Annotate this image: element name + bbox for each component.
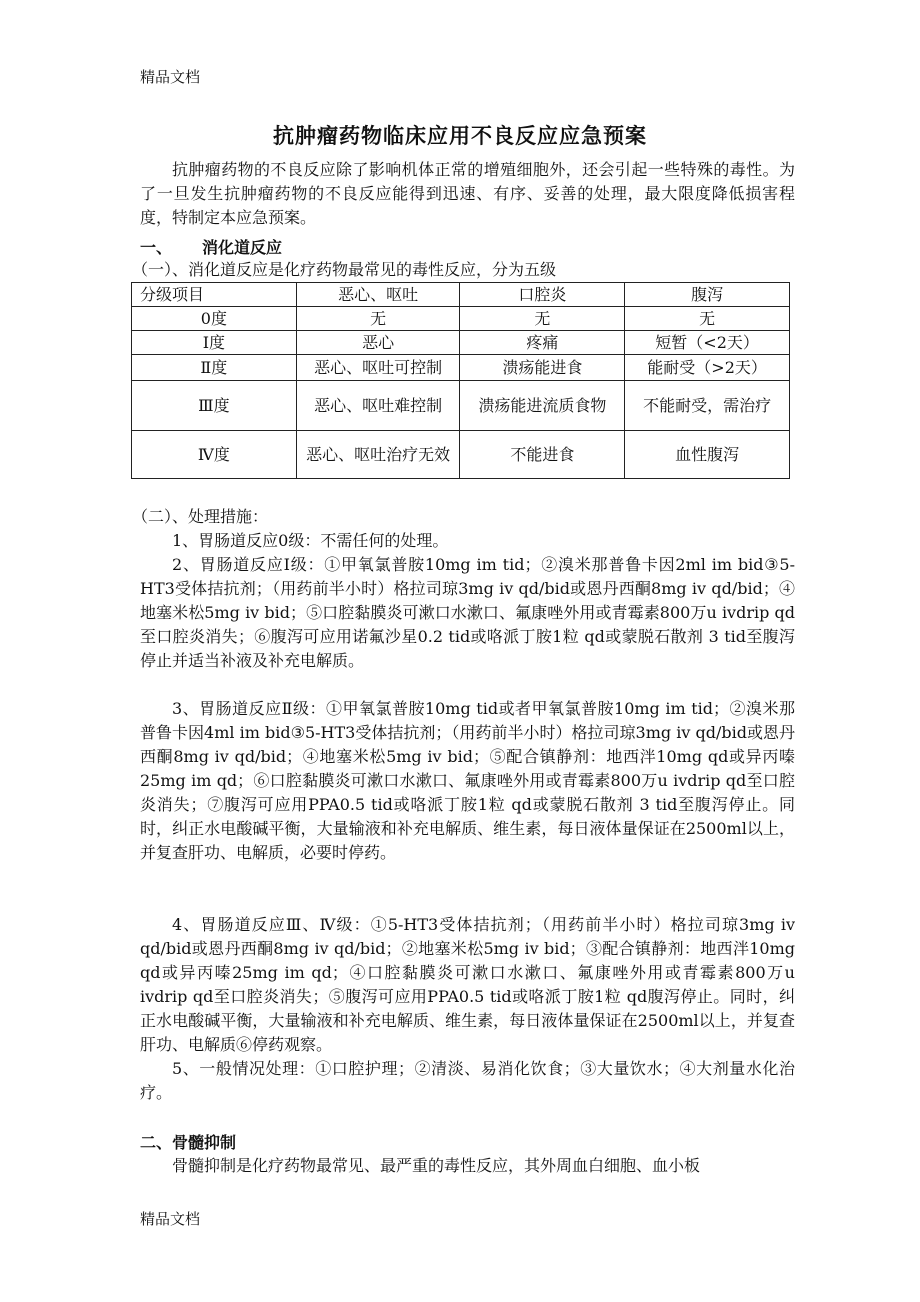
table-cell: Ⅲ度 <box>132 381 297 431</box>
page-footer-label: 精品文档 <box>140 1210 201 1228</box>
table-cell: Ⅱ度 <box>132 355 297 381</box>
table-row <box>132 355 790 381</box>
toxicity-grade-table <box>131 282 790 479</box>
table-header-row <box>132 283 790 307</box>
table-row <box>132 307 790 331</box>
table-cell: 不能进食 <box>460 431 625 479</box>
intro-paragraph: 抗肿瘤药物的不良反应除了影响机体正常的增殖细胞外，还会引起一些特殊的毒性。为了一旦发生抗肿瘤药物的不良反应能得到迅速、有序、妥善的处理，最大限度降低损害程度，特制定本应急预案。 <box>140 160 795 227</box>
table-cell: 无 <box>296 307 460 331</box>
table-cell: 0度 <box>132 307 297 331</box>
table-cell: 无 <box>460 307 625 331</box>
table-header-cell: 恶心、呕吐 <box>296 283 460 307</box>
table-cell: 恶心 <box>296 331 460 355</box>
treatment-grade3-4-paragraph: 4、胃肠道反应Ⅲ、Ⅳ级：①5-HT3受体拮抗剂；（用药前半小时）格拉司琼3mg iv qd/bid或恩丹西酮8mg iv qd/bid；②地塞米松5mg iv bid；③配合镇静剂：地西泮10mg qd或异丙嗪25mg im qd；④口腔黏膜炎可漱口水漱口、氟康唑外用或青霉素800万u ivdrip qd至口腔炎消失；⑤腹泻可应用PPA0.5 tid或咯派丁胺1粒 qd腹泻停止。同时，纠正水电酸碱平衡，大量输液和补充电解质、维生素，每日液体量保证在2500ml以上，并复查肝功、电解质⑥停药观察。 <box>140 915 795 1054</box>
general-care-paragraph: 5、一般情况处理：①口腔护理；②清淡、易消化饮食；③大量饮水；④大剂量水化治疗。 <box>140 1059 795 1102</box>
table-cell: 疼痛 <box>460 331 625 355</box>
table-cell: 无 <box>625 307 790 331</box>
treatment-grade0-paragraph: 1、胃肠道反应0级：不需任何的处理。 <box>172 531 449 550</box>
table-cell: 恶心、呕吐治疗无效 <box>296 431 460 479</box>
section-heading-bone-marrow: 二、骨髓抑制 <box>140 1133 237 1152</box>
section-title: 消化道反应 <box>202 238 283 257</box>
subsection-grading-intro: （一）、消化道反应是化疗药物最常见的毒性反应，分为五级 <box>132 260 557 279</box>
table-cell: 不能耐受，需治疗 <box>625 381 790 431</box>
table-cell: 短暂（<2天） <box>625 331 790 355</box>
table-cell: 血性腹泻 <box>625 431 790 479</box>
table-row <box>132 381 790 431</box>
table-row <box>132 331 790 355</box>
table-cell: 恶心、呕吐难控制 <box>296 381 460 431</box>
table-cell: 溃疡能进流质食物 <box>460 381 625 431</box>
table-cell: 溃疡能进食 <box>460 355 625 381</box>
bone-marrow-paragraph: 骨髓抑制是化疗药物最常见、最严重的毒性反应，其外周血白细胞、血小板 <box>172 1156 701 1175</box>
table-cell: Ⅰ度 <box>132 331 297 355</box>
table-row <box>132 431 790 479</box>
treatment-grade2-paragraph: 3、胃肠道反应Ⅱ级：①甲氧氯普胺10mg tid或者甲氧氯普胺10mg im tid；②溴米那普鲁卡因4ml im bid③5-HT3受体拮抗剂；（用药前半小时）格拉司琼3mg iv qd/bid或恩丹西酮8mg iv qd/bid；④地塞米松5mg iv bid；⑤配合镇静剂：地西泮10mg qd或异丙嗪25mg im qd；⑥口腔黏膜炎可漱口水漱口、氟康唑外用或青霉素800万u ivdrip qd至口腔炎消失；⑦腹泻可应用PPA0.5 tid或咯派丁胺1粒 qd或蒙脱石散剂 3 tid至腹泻停止。同时，纠正水电酸碱平衡，大量输液和补充电解质、维生素，每日液体量保证在2500ml以上，并复查肝功、电解质，必要时停药。 <box>140 699 795 862</box>
section-number: 一、 <box>140 238 173 257</box>
table-header-cell: 腹泻 <box>625 283 790 307</box>
table-cell: 恶心、呕吐可控制 <box>296 355 460 381</box>
section-heading-digestive <box>140 235 282 258</box>
table-header-cell: 分级项目 <box>132 283 297 307</box>
treatment-grade1-paragraph: 2、胃肠道反应Ⅰ级：①甲氧氯普胺10mg im tid；②溴米那普鲁卡因2ml im bid③5-HT3受体拮抗剂；（用药前半小时）格拉司琼3mg iv qd/bid或恩丹西酮8mg iv qd/bid；④地塞米松5mg iv bid；⑤口腔黏膜炎可漱口水漱口、氟康唑外用或青霉素800万u ivdrip qd至口腔炎消失；⑥腹泻可应用诺氟沙星0.2 tid或咯派丁胺1粒 qd或蒙脱石散剂 3 tid至腹泻停止并适当补液及补充电解质。 <box>140 555 795 670</box>
page-header-label: 精品文档 <box>140 68 201 86</box>
table-cell: Ⅳ度 <box>132 431 297 479</box>
subsection-treatment-heading: （二）、处理措施： <box>132 507 269 526</box>
table-cell: 能耐受（>2天） <box>625 355 790 381</box>
document-title: 抗肿瘤药物临床应用不良反应应急预案 <box>273 124 647 148</box>
table-header-cell: 口腔炎 <box>460 283 625 307</box>
